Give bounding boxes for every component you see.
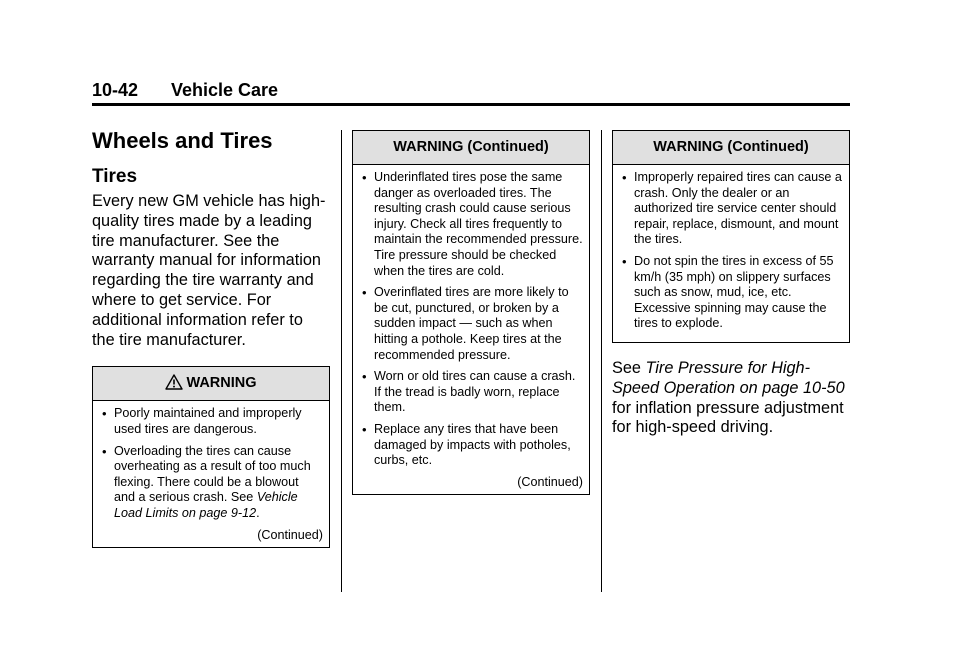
- column-3: [612, 128, 850, 438]
- warning-bullet: • Overinflated tires are more likely to be cut, punctured, or broken by a sudden impact — such as when hitting a pothole. Keep tires at the recommended pressure.: [361, 285, 583, 363]
- see-prefix: See: [612, 358, 646, 377]
- warning-bullet: • Improperly repaired tires can cause a crash. Only the dealer or an authorized tire service center should repair, replace, dismount, and mount the tires.: [621, 170, 843, 248]
- warning-body: [93, 401, 329, 547]
- page-title: Wheels and Tires: [92, 128, 273, 153]
- column-divider: [601, 130, 602, 592]
- see-suffix: for inflation pressure adjustment for high-speed driving.: [612, 398, 844, 437]
- bullet-text-end: .: [256, 505, 260, 520]
- warning-body: [353, 165, 589, 494]
- warning-bullet: • Do not spin the tires in excess of 55 km/h (35 mph) on slippery surfaces such as snow, mud, ice, etc. Excessive spinning may cause the tires to explode.: [621, 254, 843, 332]
- cross-reference-link[interactable]: Tire Pressure for High-Speed Operation on page 10-50: [612, 358, 845, 397]
- column-1: [92, 128, 330, 548]
- cross-reference-link[interactable]: Vehicle Load Limits on page 9-12: [114, 490, 298, 520]
- warning-triangle-icon: [165, 370, 183, 403]
- warning-box-continued: [612, 130, 850, 343]
- warning-heading-text: WARNING: [186, 375, 257, 392]
- warning-heading: WARNING (Continued): [353, 131, 589, 165]
- header-rule: [92, 103, 850, 106]
- warning-box-continued: [352, 130, 590, 495]
- column-2: [352, 128, 590, 495]
- warning-bullet: • Underinflated tires pose the same danger as overloaded tires. The resulting crash could cause serious injury. Check all tires frequently to maintain the recommended pressure. Tire pressure should be checked when the tires are cold.: [361, 170, 583, 279]
- warning-bullet: • Poorly maintained and improperly used tires are dangerous.: [101, 406, 323, 437]
- bullet-text: Overloading the tires can cause overheating as a result of too much flexing. There could be a blowout and a serious crash. See: [114, 443, 311, 505]
- section-title: Vehicle Care: [171, 80, 279, 100]
- warning-bullet: • Replace any tires that have been damaged by impacts with potholes, curbs, etc.: [361, 422, 583, 469]
- warning-heading: [93, 367, 329, 401]
- page-header: [92, 80, 850, 104]
- continued-label: (Continued): [257, 527, 323, 542]
- page-number: 10-42: [92, 80, 139, 100]
- see-paragraph: [612, 359, 850, 438]
- continued-label: (Continued): [517, 474, 583, 489]
- column-divider: [341, 130, 342, 592]
- warning-bullet: • Worn or old tires can cause a crash. If the tread is badly worn, replace them.: [361, 369, 583, 416]
- warning-body: [613, 165, 849, 342]
- subsection-title: Tires: [92, 166, 138, 187]
- warning-heading: WARNING (Continued): [613, 131, 849, 165]
- warning-box: [92, 366, 330, 548]
- warning-bullet: [101, 444, 323, 522]
- intro-paragraph: Every new GM vehicle has high-quality tires made by a leading tire manufacturer. See the warranty manual for information regarding the tire warranty and where to get service. For additional information refer to the tire manufacturer.: [92, 192, 326, 349]
